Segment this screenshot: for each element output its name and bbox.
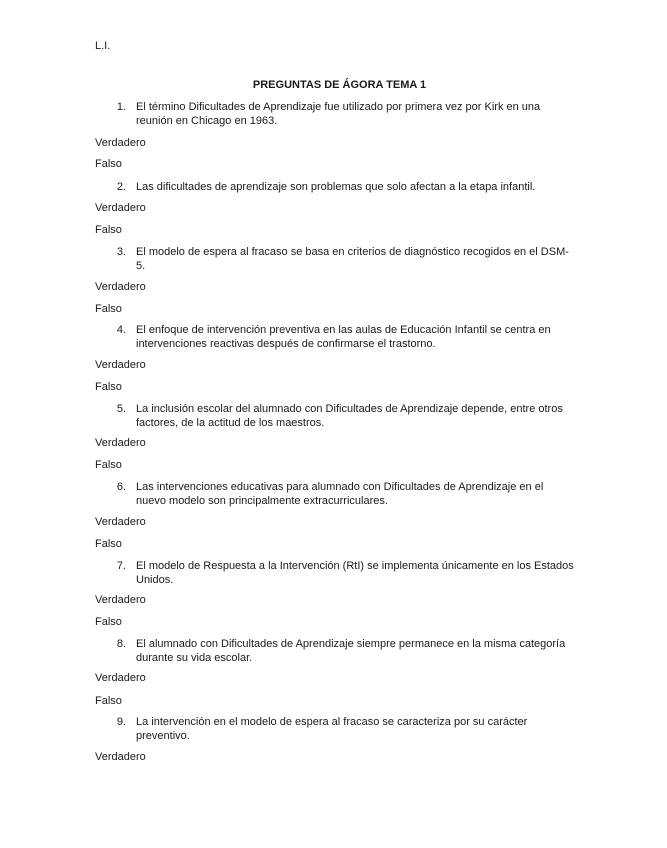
question-number: 8. — [116, 638, 126, 650]
answer-true: Verdadero — [95, 281, 146, 293]
answer-false: Falso — [95, 459, 122, 471]
answer-true: Verdadero — [95, 202, 146, 214]
question-text: El enfoque de intervención preventiva en las aulas de Educación Infantil se centra en intervenciones reactivas después de confirmarse el trastorno. — [136, 324, 551, 350]
answer-true: Verdadero — [95, 751, 146, 763]
question-number: 2. — [116, 181, 126, 193]
answer-false: Falso — [95, 616, 122, 628]
answer-false: Falso — [95, 224, 122, 236]
question-number: 3. — [116, 246, 126, 258]
answer-false: Falso — [95, 381, 122, 393]
question-text: El alumnado con Dificultades de Aprendizaje siempre permanece en la misma categoría durante su vida escolar. — [136, 638, 566, 664]
question-text: El modelo de espera al fracaso se basa en criterios de diagnóstico recogidos en el DSM-5. — [136, 246, 569, 272]
question-7 — [106, 559, 576, 587]
question-4 — [106, 323, 576, 351]
question-text: Las intervenciones educativas para alumnado con Dificultades de Aprendizaje en el nuevo modelo son principalmente extracurriculares. — [136, 481, 544, 507]
answer-true: Verdadero — [95, 672, 146, 684]
question-3 — [106, 245, 576, 273]
question-text: El término Dificultades de Aprendizaje fue utilizado por primera vez por Kirk en una reunión en Chicago en 1963. — [136, 101, 541, 127]
question-2 — [106, 180, 576, 194]
question-text: El modelo de Respuesta a la Intervención (RtI) se implementa únicamente en los Estados Unidos. — [136, 560, 574, 586]
author-initials: L.I. — [95, 40, 111, 52]
question-number: 9. — [116, 716, 126, 728]
answer-false: Falso — [95, 695, 122, 707]
question-6 — [106, 480, 576, 508]
answer-true: Verdadero — [95, 516, 146, 528]
question-number: 7. — [116, 560, 126, 572]
question-text: La intervención en el modelo de espera al fracaso se caracteriza por su carácter preventivo. — [136, 716, 528, 742]
question-9 — [106, 715, 576, 743]
page-title-text: PREGUNTAS DE ÁGORA TEMA 1 — [252, 79, 427, 91]
question-text: Las dificultades de aprendizaje son problemas que solo afectan a la etapa infantil. — [136, 181, 536, 193]
question-5 — [106, 402, 576, 430]
question-text: La inclusión escolar del alumnado con Dificultades de Aprendizaje depende, entre otros factores, de la actitud de los maestros. — [136, 403, 563, 429]
question-1 — [106, 100, 576, 128]
answer-true: Verdadero — [95, 137, 146, 149]
question-number: 6. — [116, 481, 126, 493]
answer-true: Verdadero — [95, 437, 146, 449]
question-8 — [106, 637, 576, 665]
answer-false: Falso — [95, 538, 122, 550]
answer-false: Falso — [95, 303, 122, 315]
answer-false: Falso — [95, 158, 122, 170]
page-title — [0, 79, 667, 91]
question-number: 4. — [116, 324, 126, 336]
answer-true: Verdadero — [95, 359, 146, 371]
question-number: 5. — [116, 403, 126, 415]
answer-true: Verdadero — [95, 594, 146, 606]
question-number: 1. — [116, 101, 126, 113]
